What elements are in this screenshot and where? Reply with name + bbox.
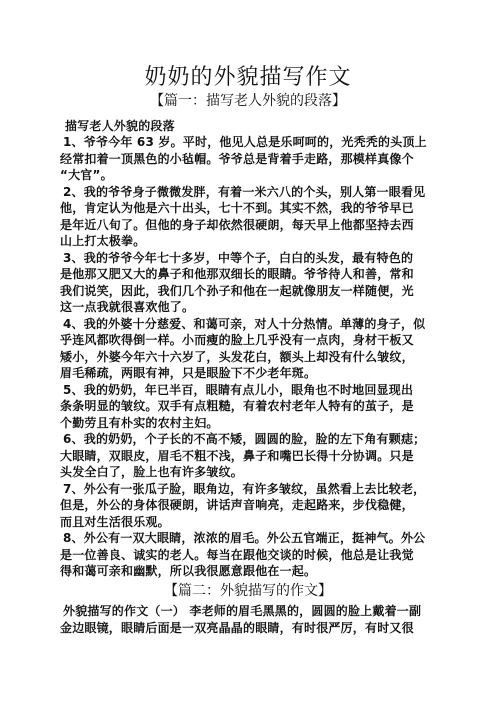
paragraph-line: 我们说笑，因此，我们几个孙子和他在一起就像朋友一样随便，光	[60, 284, 414, 298]
paragraph-line: 6、我的奶奶，个子长的不高不矮，圆圆的脸，脸的左下角有颗痣；	[63, 432, 426, 446]
paragraph-line: 经常扣着一顶黑色的小毡帽。爷爷总是背着手走路，那模样真像个	[60, 152, 414, 166]
paragraph-line: 是一位善良、诚实的老人。每当在跟他交谈的时候，他总是让我觉	[60, 548, 414, 562]
document-title: 奶奶的外貌描写作文	[144, 65, 352, 90]
paragraph-line: “大官”。	[60, 168, 113, 182]
paragraph-line: 4、我的外婆十分慈爱、和蔼可亲，对人十分热情。单薄的身子，似	[63, 317, 426, 331]
section-heading-1: 【篇一：描写老人外貌的段落】	[150, 93, 346, 109]
paragraph-line: 而且对生活很乐观。	[60, 515, 170, 529]
paragraph-line: 5、我的奶奶，年已半百，眼睛有点儿小，眼角也不时地回显现出	[63, 383, 414, 397]
paragraph-line: 条条明显的皱纹。双手有点粗糙，有着农村老年人特有的茧子，是	[60, 399, 414, 413]
paragraph-line: 眉毛稀疏，两眼有神，只是眼脸下不少老年斑。	[60, 366, 317, 380]
paragraph-line: 是年近八旬了。但他的身子却依然很硬朗，每天早上他都坚持去西	[60, 218, 414, 232]
paragraph-line: 个勤劳且有朴实的农村主妇。	[60, 416, 219, 430]
paragraph-line: 是他那又肥又大的鼻子和他那双细长的眼睛。爷爷待人和善，常和	[60, 267, 414, 281]
paragraph-line: 金边眼镜，眼睛后面是一双亮晶晶的眼睛，有时很严厉，有时又很	[60, 621, 414, 635]
paragraph-line: 外貌描写的作文（一） 李老师的眉毛黑黑的，圆圆的脸上戴着一副	[63, 604, 422, 618]
paragraph-line: 8、外公有一双大眼睛，浓浓的眉毛。外公五官端正，挺神气。外公	[63, 531, 426, 545]
section-heading-2: 【篇二：外貌描写的作文】	[164, 583, 332, 599]
paragraph-line: 矮小，外婆今年六十六岁了，头发花白，额头上却没有什么皱纹，	[60, 350, 414, 364]
paragraph-line: 3、我的爷爷今年七十多岁，中等个子，白白的头发，最有特色的	[63, 251, 414, 265]
paragraph-line: 这一点我就很喜欢他了。	[60, 300, 195, 314]
paragraph-line: 山上打太极拳。	[60, 234, 146, 248]
paragraph-line: 乎连风都吹得倒一样。小而瘦的脸上几乎没有一点肉，身材干板又	[60, 333, 414, 347]
paragraph-line: 描写老人外貌的段落	[65, 119, 175, 133]
paragraph-line: 2、我的爷爷身子微微发胖，有着一米六八的个头，别人第一眼看见	[63, 185, 426, 199]
paragraph-line: 他，肯定认为他是六十出头，七十不到。其实不然，我的爷爷早已	[60, 201, 414, 215]
paragraph-line: 1、爷爷今年 63 岁。平时，他见人总是乐呵呵的，光秃秃的头顶上	[63, 135, 427, 149]
paragraph-line: 7、外公有一张瓜子脸，眼角边，有许多皱纹，虽然看上去比较老，	[63, 482, 426, 496]
paragraph-line: 但是，外公的身体很硬朗，讲话声音响亮，走起路来，步伐稳健，	[60, 498, 414, 512]
paragraph-line: 大眼睛，双眼皮，眉毛不粗不浅，鼻子和嘴巴长得十分协调。只是	[60, 449, 414, 463]
paragraph-line: 得和蔼可亲和幽默，所以我很愿意跟他在一起。	[60, 564, 317, 578]
paragraph-line: 头发全白了，脸上也有许多皱纹。	[60, 465, 244, 479]
